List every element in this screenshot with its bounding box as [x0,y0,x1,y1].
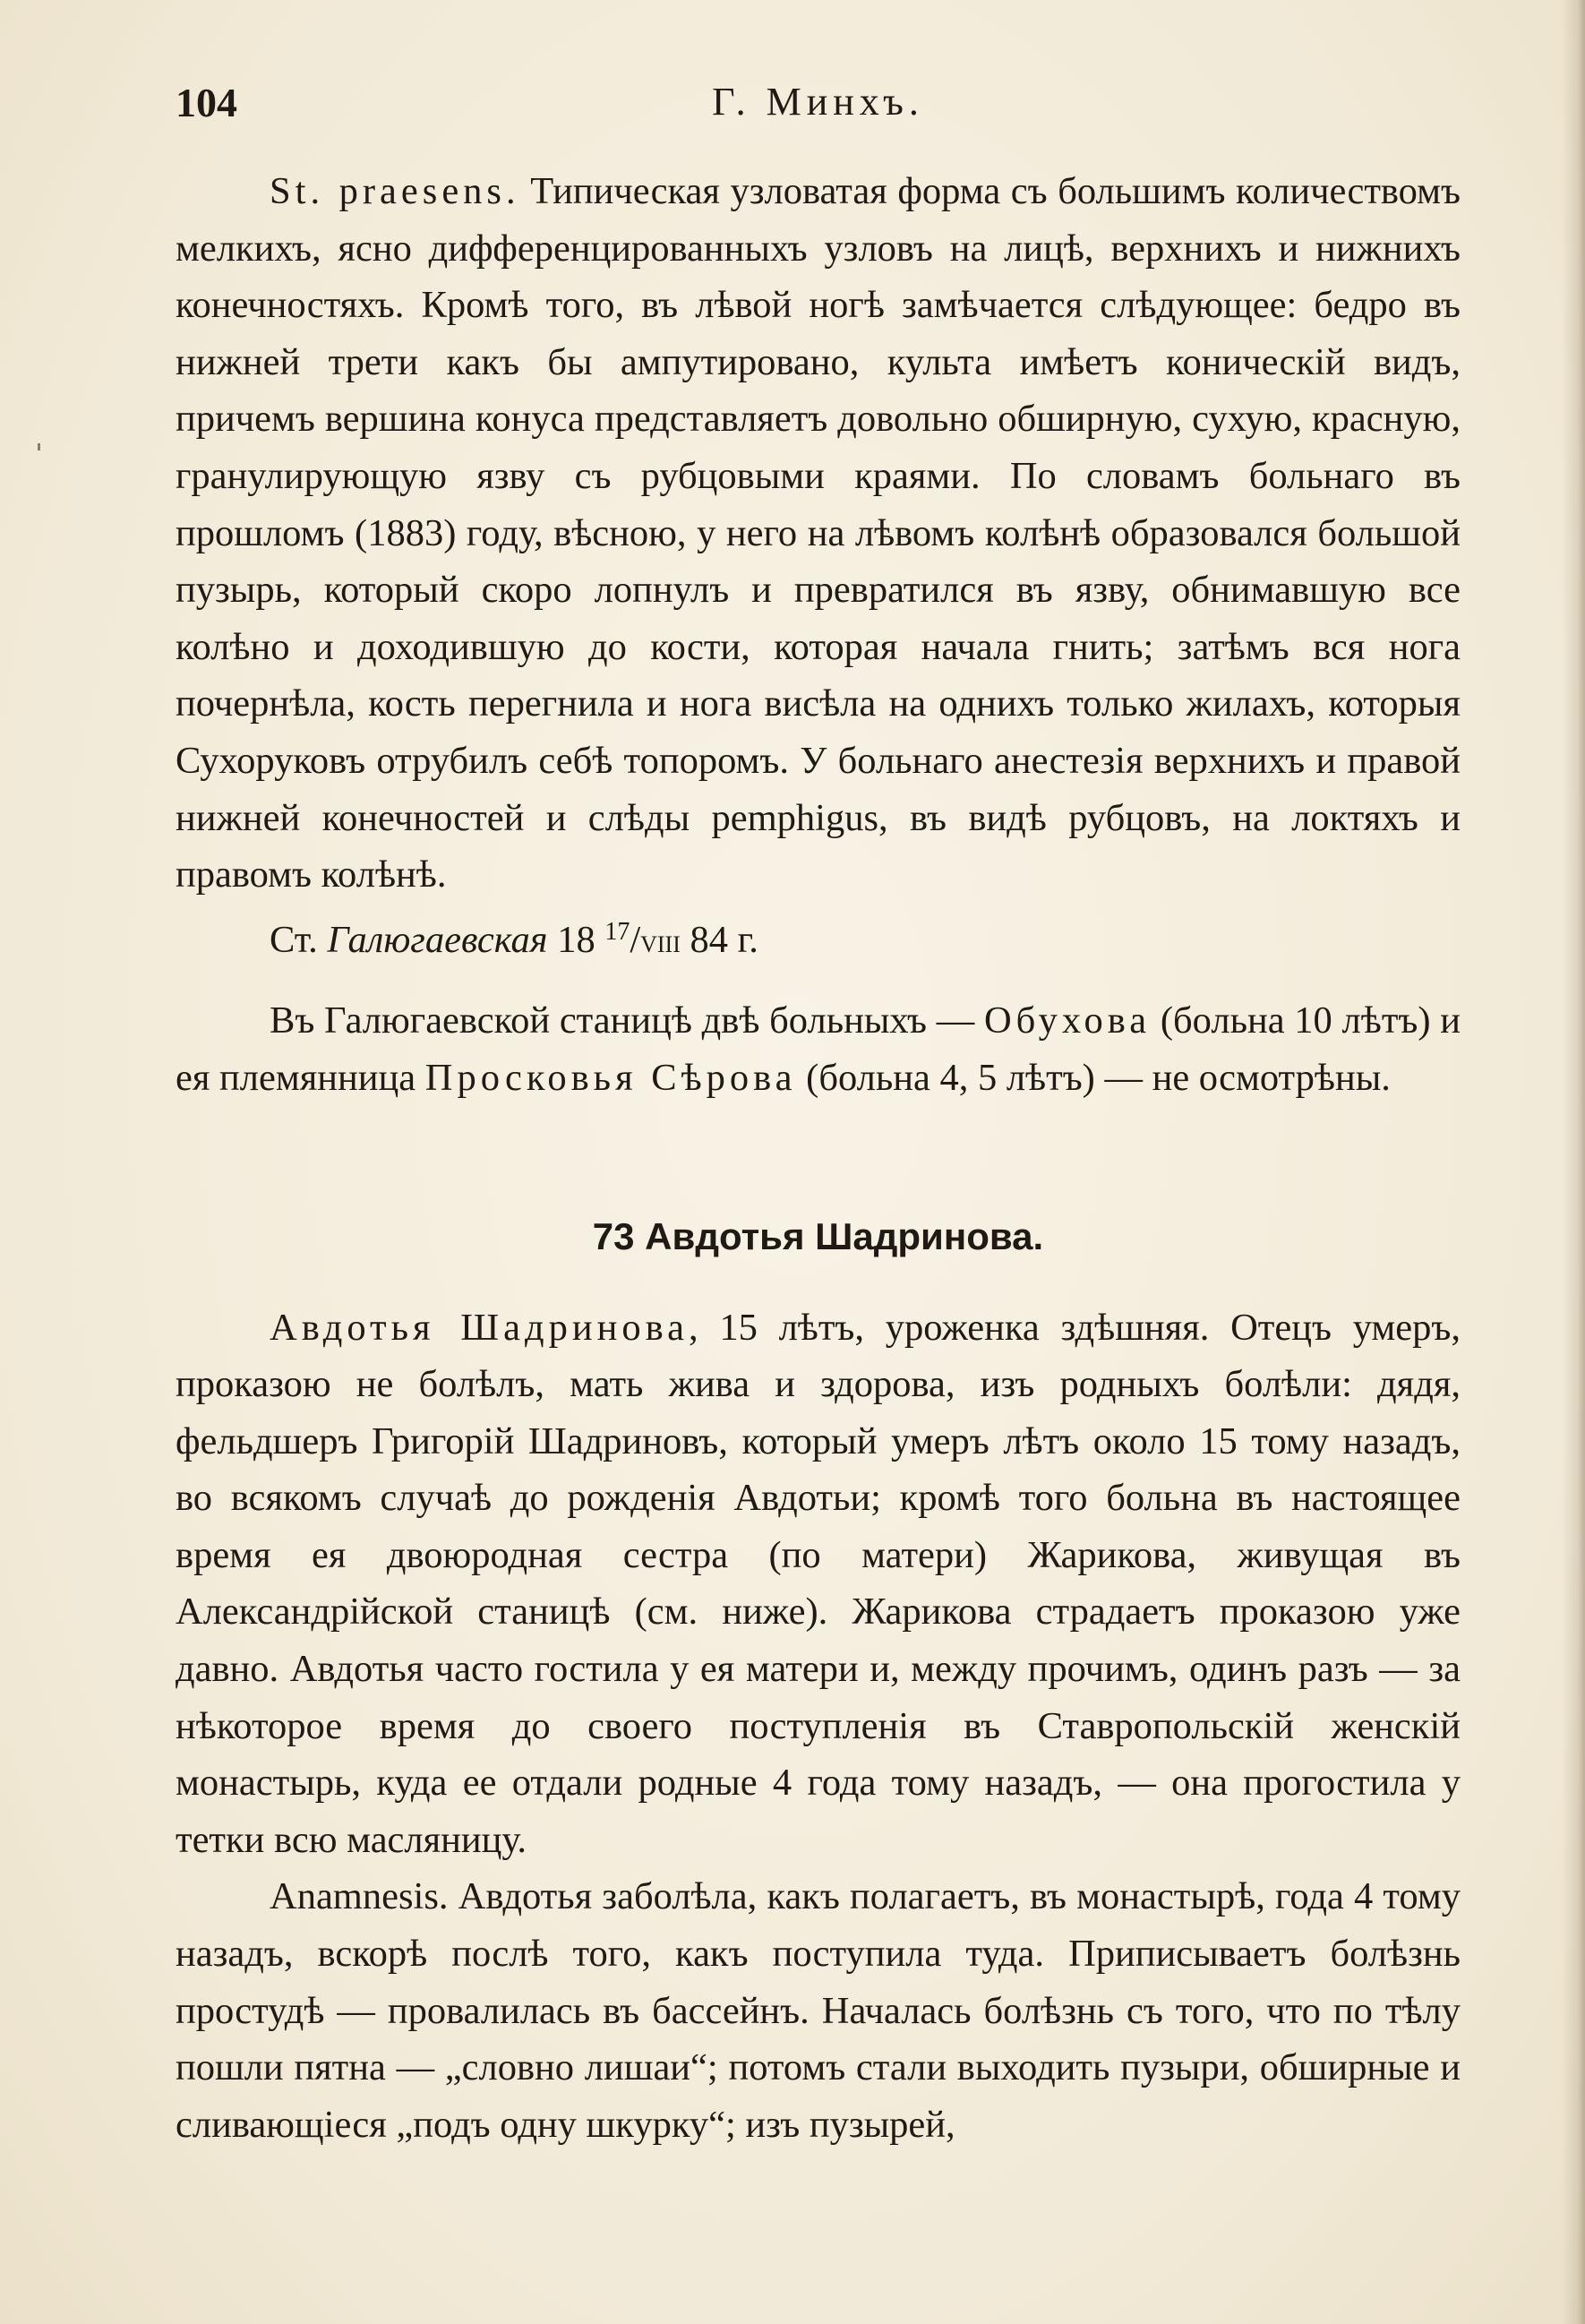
paragraph-text: Типическая узловатая форма съ большимъ количествомъ мелкихъ, ясно дифференцированныхъ узловъ на лицѣ, верхнихъ и нижнихъ конечностяхъ. Кромѣ того, въ лѣвой ногѣ замѣчается слѣдующее: бедро въ нижней трети какъ бы ампутировано, культа имѣетъ коническій видъ, причемъ вершина конуса представляетъ довольно обширную, сухую, красную, гранулирующую язву съ рубцовыми краями. По словамъ больнаго въ прошломъ (1883) году, вѣсною, у него на лѣвомъ колѣнѣ образовался большой пузырь, который скоро лопнулъ и превратился въ язву, обнимавшую все колѣно и доходившую до кости, которая начала гнить; затѣмъ вся нога почернѣла, кость перегнила и нога висѣла на однихъ только жилахъ, которыя Сухоруковъ отрубилъ себѣ топоромъ. У больнаго анестезія верхнихъ и правой нижней конечностей и слѣды pemphigus, въ видѣ рубцовъ, на локтяхъ и правомъ колѣнѣ. [176,170,1461,896]
date-place: Галюгаевская [327,918,548,961]
date-day: 17 [604,917,630,946]
page-edge-shadow [1562,0,1585,2324]
paragraph-anamnesis [176,1868,1461,2153]
paragraph-patient-history [176,1299,1461,1869]
paragraph-text: , 15 лѣтъ, уроженка здѣшняя. Отецъ умеръ, проказою не болѣлъ, мать жива и здорова, изъ родныхъ болѣли: дядя, фельдшеръ Григорій Шадриновъ, который умеръ лѣтъ около 15 тому назадъ, во всякомъ случаѣ до рожденія Авдотьи; кромѣ того больна въ настоящее время ея двоюродная сестра (по матери) Жарикова, живущая въ Александрійской станицѣ (см. ниже). Жарикова страдаетъ проказою уже давно. Авдотья часто гостила у ея матери и, между прочимъ, одинъ разъ — за нѣкоторое время до своего поступленія въ Ставропольскій женскій монастырь, куда ее отдали родные 4 года тому назадъ, — она прогостила у тетки всю масляницу. [176,1306,1461,1861]
paragraph-text: Авдотья заболѣла, какъ полагаетъ, въ монастырѣ, года 4 тому назадъ, вскорѣ послѣ того, какъ поступила туда. Приписываетъ болѣзнь простудѣ — провалилась въ бассейнъ. Началась болѣзнь съ того, что по тѣлу пошли пятна — „словно лишаи“; потомъ стали выходить пузыри, обширные и сливающіеся „подъ одну шкурку“; изъ пузырей, [176,1875,1461,2146]
paragraph-galyugaevskaya [176,992,1461,1106]
paragraph-text: (больна 10 лѣтъ) и ея племянница [176,999,1461,1099]
running-head: Г. Минхъ. [712,80,924,124]
date-month: VIII [640,930,681,957]
date-year-end: 84 [690,918,729,961]
section-title: 73 Авдотья Шадринова. [592,1214,1044,1257]
paragraph-lead: Anamnesis. [270,1875,449,1918]
person-name: Обухова [983,999,1152,1042]
date-line: Ст. Галюгаевская 18 $^{17}$/VIII 84 г. [270,917,758,961]
page-number: 104 [176,80,237,125]
spacer [176,973,1461,992]
paragraph-text: (больна 4, 5 лѣтъ) — не осмотрѣны. [796,1056,1391,1099]
paragraph-lead: Авдотья Шадринова [270,1306,689,1349]
spacer [176,1107,1461,1210]
person-name: Просковья Сѣрова [424,1056,797,1099]
margin-mark [38,443,40,450]
date-suffix: г. [737,918,758,961]
date-prefix: Ст. [270,918,318,961]
date-year-start: 18 [557,918,595,961]
paragraph-text: Въ Галюгаевской станицѣ двѣ больныхъ — [270,999,984,1042]
page-header [176,79,1461,133]
page-content [176,163,1461,2153]
paragraph-status-praesens [176,163,1461,904]
paragraph-lead: St. praesens. [270,170,520,212]
spacer [176,1264,1461,1299]
